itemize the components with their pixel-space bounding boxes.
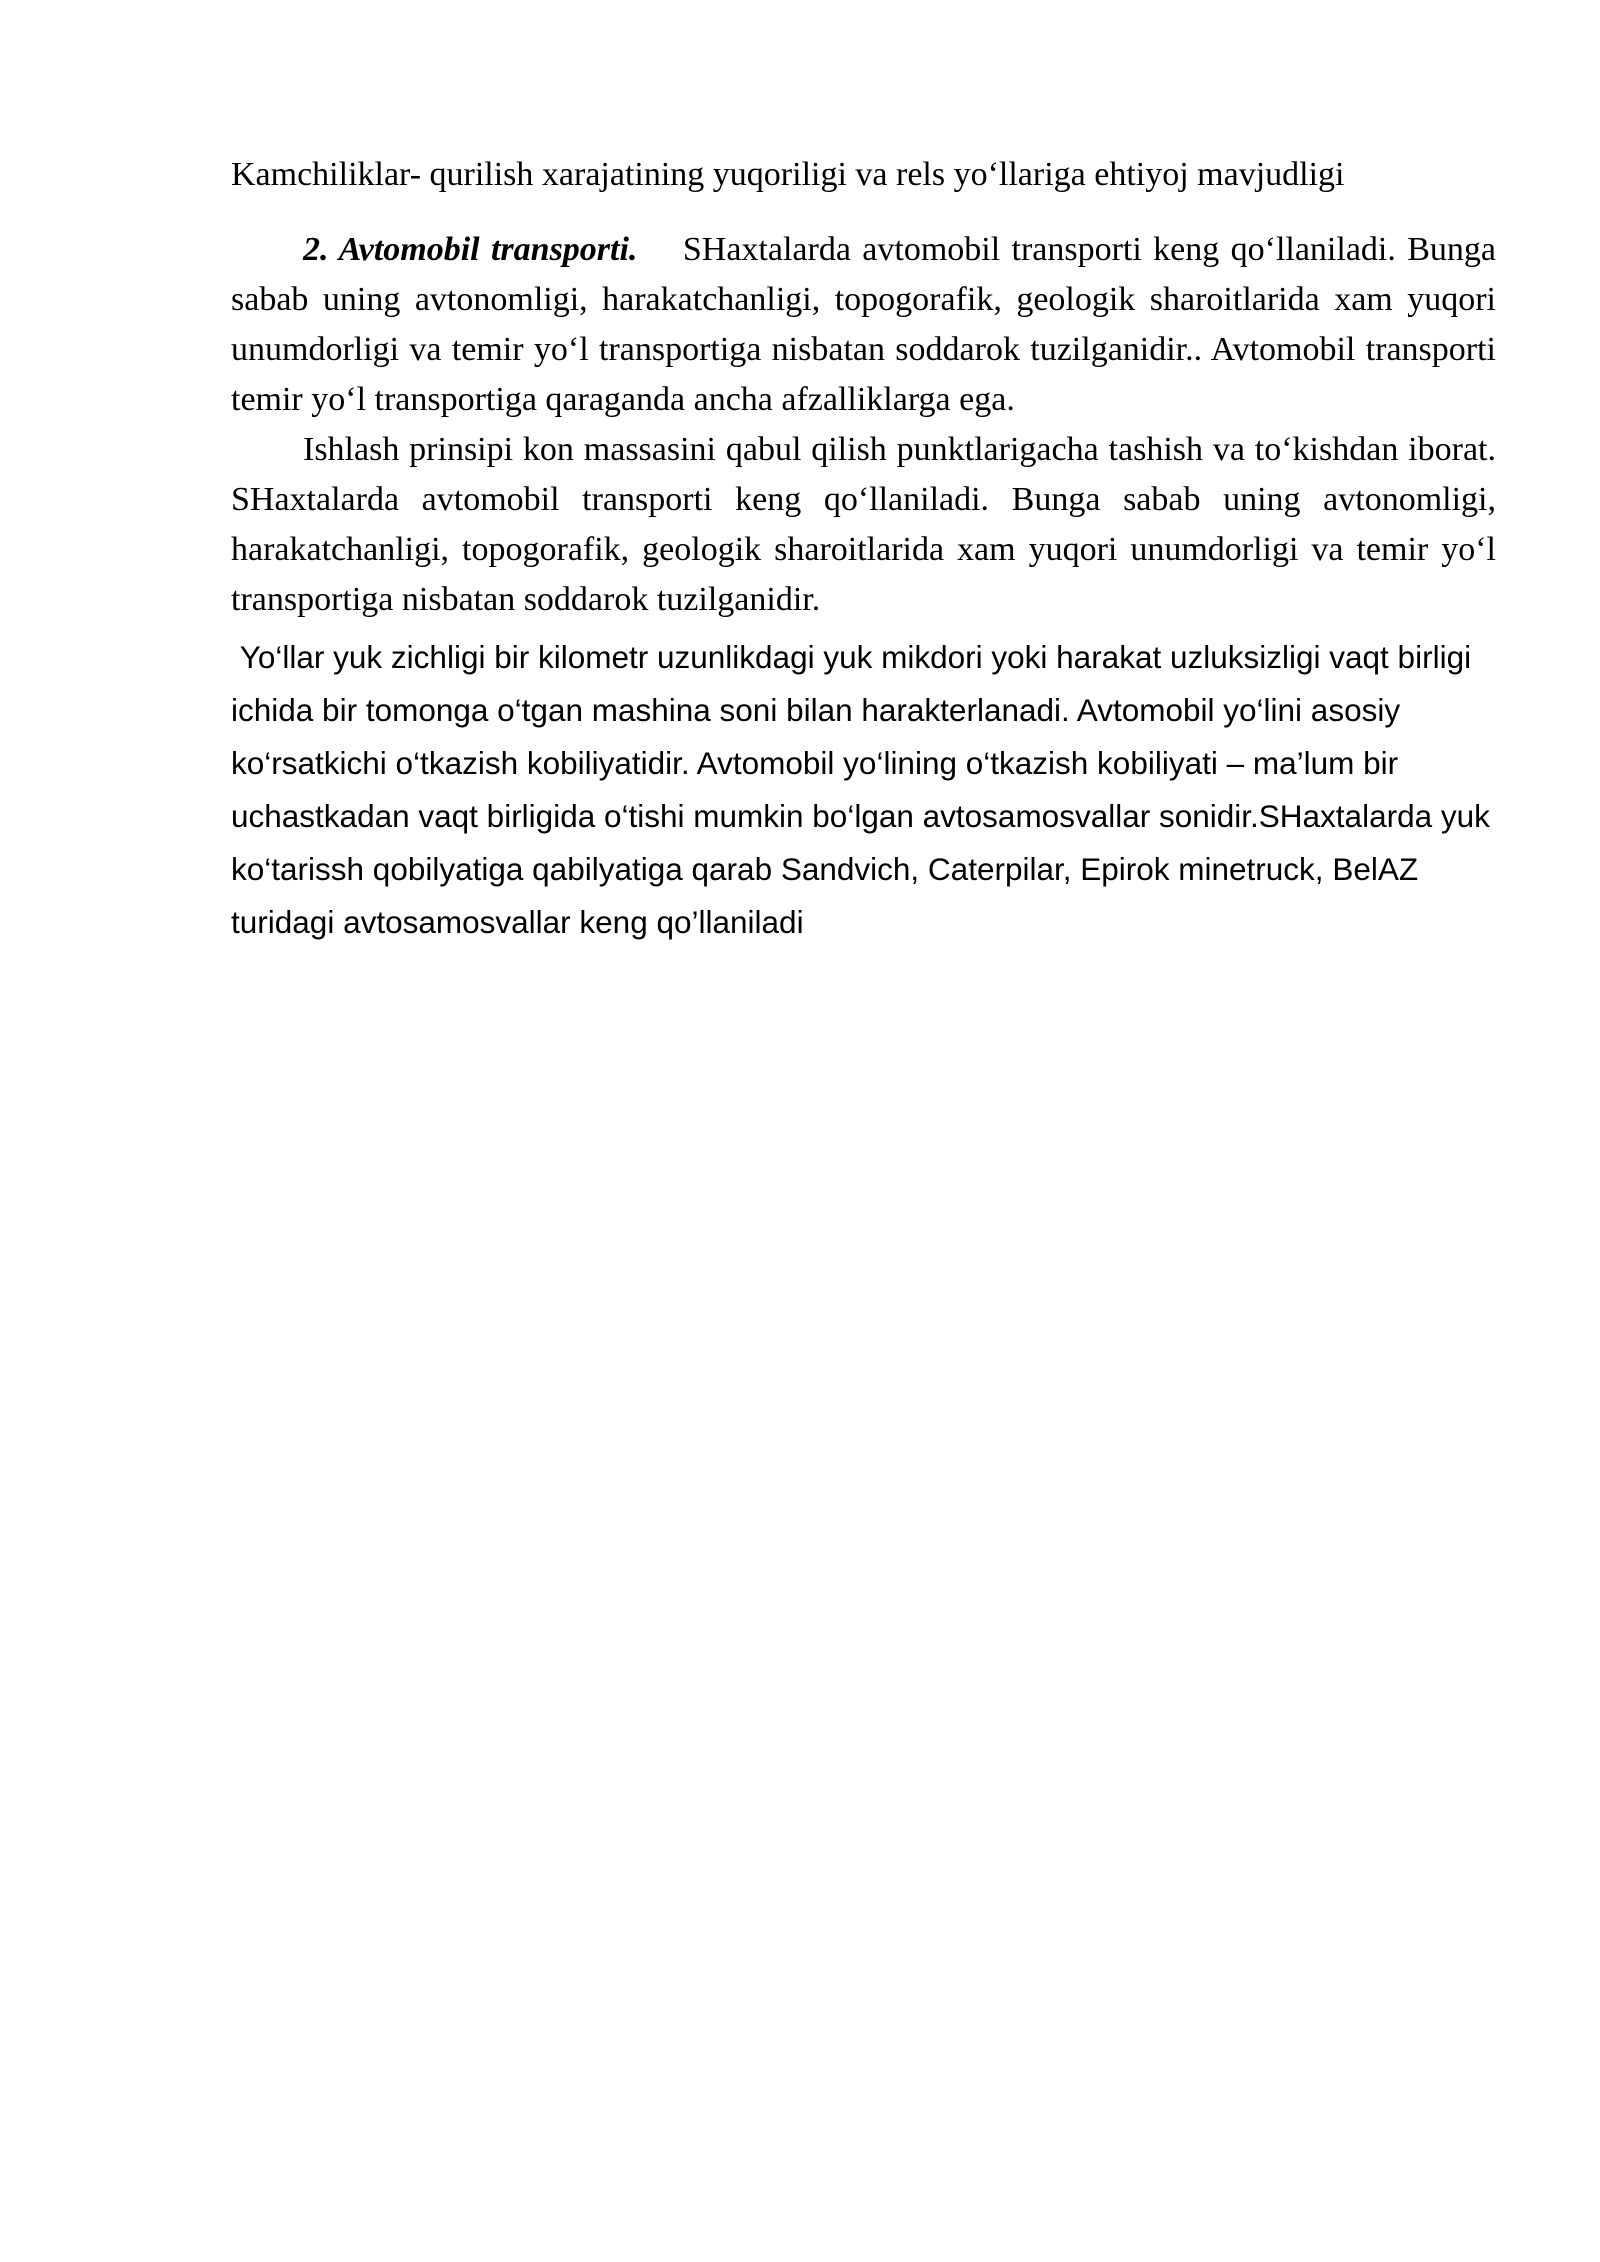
section-heading-auto-transport: 2. Avtomobil transporti. <box>303 231 638 268</box>
paragraph-auto-transport-body: SHaxtalarda avtomobil transporti keng qo‘llaniladi. Bunga sabab uning avtonomligi, harakatchanligi, topogorafik, geologik sharoitlarida xam yuqori unumdorligi va temir yo‘l transportiga nisbatan soddarok tuzilganidir.. Avtomobil transporti temir yo‘l transportiga qaraganda ancha afzalliklarga ega. <box>231 231 1496 418</box>
paragraph-drawbacks: Kamchiliklar- qurilish xarajatining yuqoriligi va rels yo‘llariga ehtiyoj mavjudligi <box>231 156 1345 193</box>
paragraph-working-principle-text: Ishlash prinsipi kon massasini qabul qilish punktlarigacha tashish va to‘kishdan iborat. SHaxtalarda avtomobil transporti keng qo‘llaniladi. Bunga sabab uning avtonomligi, harakatchanligi, topogorafik, geologik sharoitlarida xam yuqori unumdorligi va temir yo‘l transportiga nisbatan soddarok tuzilganidir. <box>231 431 1598 618</box>
paragraph-road-density <box>231 631 1496 949</box>
paragraph-working-principle <box>231 425 1598 625</box>
paragraph-auto-transport <box>231 225 1496 425</box>
paragraph-road-density-text: Yo‘llar yuk zichligi bir kilometr uzunlikdagi yuk mikdori yoki harakat uzluksizligi vaqt birligi ichida bir tomonga o‘tgan mashina soni bilan harakterlanadi. Avtomobil yo‘lini asosiy ko‘rsatkichi o‘tkazish kobiliyatidir. Avtomobil yo‘lining o‘tkazish kobiliyati – ma’lum bir uchastkadan vaqt birligida o‘tishi mumkin bo‘lgan avtosamosvallar sonidir.SHaxtalarda yuk ko‘tarissh qobilyatiga qabilyatiga qarab Sandvich, Caterpilar, Epirok minetruck, BelAZ turidagi avtosamosvallar keng qo’llaniladi <box>231 639 1490 940</box>
document-body <box>231 150 1598 949</box>
